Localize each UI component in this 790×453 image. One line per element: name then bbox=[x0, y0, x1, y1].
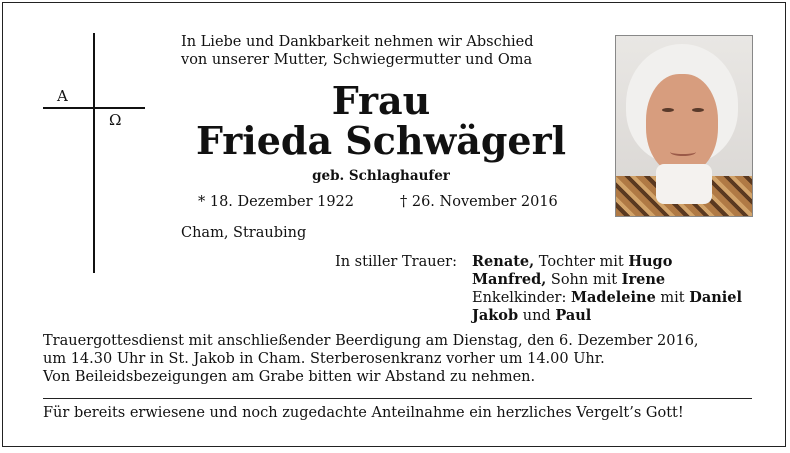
mourner-partner: Daniel bbox=[689, 289, 743, 306]
cross-horizontal bbox=[43, 107, 145, 109]
intro-line-1: In Liebe und Dankbarkeit nehmen wir Abschied bbox=[181, 34, 534, 50]
thanks-text: Für bereits erwiesene und noch zugedachte Anteilnahme ein herzliches Vergelt’s Gott! bbox=[43, 405, 684, 421]
photo-eye-right bbox=[692, 108, 704, 112]
photo-mouth bbox=[670, 148, 696, 156]
service-line-1: Trauergottesdienst mit anschließender Beerdigung am Dienstag, den 6. Dezember 2016, bbox=[43, 333, 699, 349]
place: Cham, Straubing bbox=[181, 225, 307, 241]
mourner-relation: mit bbox=[655, 290, 690, 306]
photo-eye-left bbox=[662, 108, 674, 112]
salutation: Frau bbox=[331, 78, 431, 123]
photo-face bbox=[646, 74, 718, 174]
mourner-name: Manfred, bbox=[472, 271, 547, 288]
divider bbox=[43, 398, 752, 399]
service-line-2: um 14.30 Uhr in St. Jakob in Cham. Sterberosenkranz vorher um 14.00 Uhr. bbox=[43, 351, 605, 367]
mourner-row bbox=[472, 253, 742, 271]
mourner-relation: und bbox=[518, 308, 556, 324]
service-line-3: Von Beileidsbezeigungen am Grabe bitten wir Abstand zu nehmen. bbox=[43, 369, 536, 385]
alpha-symbol: A bbox=[57, 87, 68, 105]
mourner-partner: Paul bbox=[555, 307, 592, 324]
mourner-name: Madeleine bbox=[570, 289, 656, 306]
intro-text bbox=[181, 33, 534, 69]
deceased-name: Frieda Schwägerl bbox=[195, 118, 567, 163]
birth-date: * 18. Dezember 1922 bbox=[198, 194, 355, 210]
death-date: † 26. November 2016 bbox=[400, 194, 558, 210]
mourner-row bbox=[472, 307, 742, 325]
mourner-prefix: Enkelkinder: bbox=[472, 290, 571, 306]
mourner-name: Renate, bbox=[472, 253, 535, 270]
mourner-row bbox=[472, 289, 742, 307]
cross-vertical bbox=[93, 33, 95, 273]
mourner-partner: Irene bbox=[621, 271, 666, 288]
maiden-name: geb. Schlaghaufer bbox=[312, 168, 450, 184]
mourner-relation: Tochter mit bbox=[534, 254, 629, 270]
mourner-relation: Sohn mit bbox=[546, 272, 622, 288]
mourner-partner: Hugo bbox=[628, 253, 673, 270]
intro-line-2: von unserer Mutter, Schwiegermutter und Oma bbox=[181, 52, 533, 68]
mourners-list bbox=[472, 253, 742, 325]
obituary-notice bbox=[2, 2, 786, 447]
mourners-label: In stiller Trauer: bbox=[335, 254, 457, 270]
mourner-row bbox=[472, 271, 742, 289]
service-info bbox=[43, 332, 699, 386]
mourner-name: Jakob bbox=[472, 307, 519, 324]
portrait-photo bbox=[615, 35, 753, 217]
photo-collar bbox=[656, 164, 712, 204]
omega-symbol: Ω bbox=[109, 111, 122, 129]
